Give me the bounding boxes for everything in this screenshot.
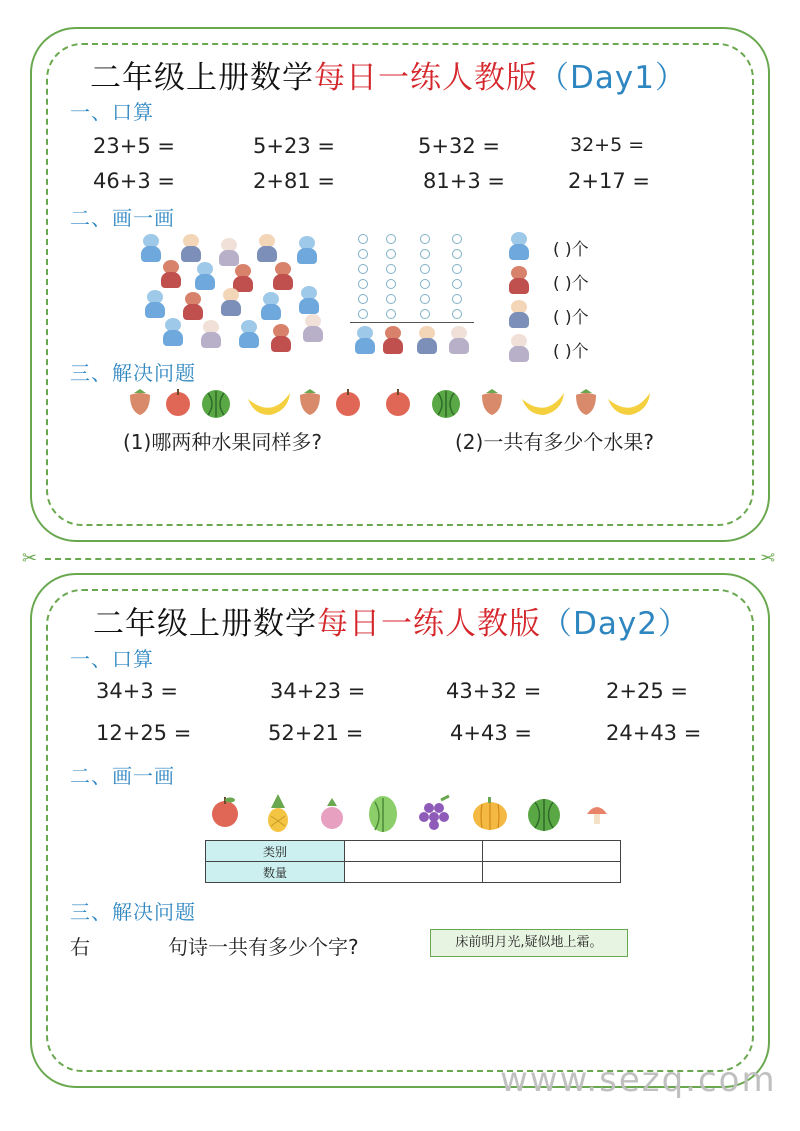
character-icon: [258, 292, 284, 322]
day2-title: [93, 598, 690, 643]
answer-blank[interactable]: ( )个: [553, 240, 589, 260]
day1-equation: 2+81 =: [253, 169, 335, 193]
day2-title-day: （Day2）: [541, 606, 690, 642]
character-icon: [192, 262, 218, 292]
watermelon-icon: [432, 390, 460, 418]
day2-question: 句诗一共有多少个字?: [168, 935, 359, 959]
day2-equation: 12+25 =: [96, 721, 192, 745]
pumpkin-icon: [473, 797, 507, 830]
radish-icon: [321, 798, 343, 829]
apple-icon: [336, 389, 360, 416]
day1-equation: 46+3 =: [93, 169, 175, 193]
answer-blank[interactable]: ( )个: [553, 308, 589, 328]
apple-icon: [166, 389, 190, 416]
day1-equation: 81+3 =: [423, 169, 505, 193]
day2-title-grade: 二年级上册数学: [93, 606, 317, 642]
character-icon: [506, 266, 532, 296]
character-icon: [446, 326, 472, 356]
count-circle: [420, 279, 430, 289]
count-circle: [386, 279, 396, 289]
count-circle: [386, 309, 396, 319]
answer-blank[interactable]: ( )个: [553, 274, 589, 294]
character-icon: [254, 234, 280, 264]
banana-icon: [522, 393, 564, 415]
strawberry-icon: [300, 389, 320, 415]
character-icon: [218, 288, 244, 318]
watermelon-icon: [528, 799, 560, 831]
counting-grid: [350, 232, 480, 352]
character-icon: [506, 300, 532, 330]
day2-question-prefix: 右: [70, 935, 90, 959]
table-row: [206, 841, 621, 862]
day2-equation: 43+32 =: [446, 679, 542, 703]
character-icon: [380, 326, 406, 356]
strawberry-icon: [576, 389, 596, 415]
character-icon: [294, 236, 320, 266]
day1-section-problem: 三、解决问题: [70, 361, 196, 385]
count-circle: [452, 294, 462, 304]
character-icon: [236, 320, 262, 350]
character-icon: [198, 320, 224, 350]
day2-section-mental-math: 一、口算: [70, 647, 154, 671]
count-circle: [452, 264, 462, 274]
cut-line: [45, 558, 755, 560]
count-circle: [452, 249, 462, 259]
character-icon: [270, 262, 296, 292]
day2-equation: 34+3 =: [96, 679, 178, 703]
character-icon: [268, 324, 294, 354]
day1-question-2: (2)一共有多少个水果?: [455, 430, 654, 454]
character-icon: [414, 326, 440, 356]
day2-equation: 24+43 =: [606, 721, 702, 745]
count-circle: [420, 234, 430, 244]
banana-icon: [248, 393, 290, 415]
count-circle: [386, 294, 396, 304]
day2-equation: 2+25 =: [606, 679, 688, 703]
fruit-row: [120, 385, 660, 421]
day1-title-grade: 二年级上册数学: [90, 60, 314, 96]
day2-section-draw: 二、画一画: [70, 764, 175, 788]
strawberry-icon: [130, 389, 150, 415]
table-header-count: 数量: [206, 862, 345, 883]
strawberry-icon: [482, 389, 502, 415]
day1-section-mental-math: 一、口算: [70, 100, 154, 124]
mushroom-icon: [587, 807, 607, 824]
table-row: [206, 862, 621, 883]
character-icon: [352, 326, 378, 356]
day1-title-edition: 每日一练人教版: [314, 60, 538, 96]
table-cell[interactable]: [483, 841, 621, 862]
day2-equation: 52+21 =: [268, 721, 364, 745]
character-icon: [296, 286, 322, 316]
baseline: [350, 322, 474, 323]
count-circle: [420, 249, 430, 259]
poem-box: 床前明月光,疑似地上霜。: [430, 929, 628, 957]
count-circle: [358, 309, 368, 319]
table-cell[interactable]: [345, 841, 483, 862]
character-icon: [142, 290, 168, 320]
day1-question-1: (1)哪两种水果同样多?: [123, 430, 322, 454]
character-icon: [506, 334, 532, 364]
count-circle: [358, 249, 368, 259]
count-circle: [452, 279, 462, 289]
apple-icon: [386, 389, 410, 416]
pineapple-icon: [268, 794, 288, 832]
day2-equation: 4+43 =: [450, 721, 532, 745]
count-circle: [386, 234, 396, 244]
day2-section-problem: 三、解决问题: [70, 900, 196, 924]
table-header-category: 类别: [206, 841, 345, 862]
day2-equation: 34+23 =: [270, 679, 366, 703]
count-circle: [386, 264, 396, 274]
produce-row: [205, 792, 625, 834]
day1-equation: 32+5 =: [570, 134, 645, 156]
watermelon-icon: [202, 390, 230, 418]
grapes-icon: [419, 796, 449, 830]
count-circle: [358, 264, 368, 274]
category-count-table: [205, 840, 621, 883]
day1-section-draw: 二、画一画: [70, 206, 175, 230]
day1-equation: 5+23 =: [253, 134, 335, 158]
day1-equation: 5+32 =: [418, 134, 500, 158]
count-circle: [358, 294, 368, 304]
day1-equation: 2+17 =: [568, 169, 650, 193]
day1-title-day: （Day1）: [538, 60, 687, 96]
character-icon: [160, 318, 186, 348]
table-cell[interactable]: [345, 862, 483, 883]
count-circle: [358, 234, 368, 244]
count-circle: [420, 309, 430, 319]
count-circle: [452, 309, 462, 319]
cabbage-icon: [369, 796, 397, 832]
day1-title: [90, 52, 687, 97]
answer-blank[interactable]: ( )个: [553, 342, 589, 362]
scissors-icon: ✂: [22, 548, 38, 569]
count-circle: [420, 264, 430, 274]
banana-icon: [608, 393, 650, 415]
day1-equation: 23+5 =: [93, 134, 175, 158]
count-circle: [386, 249, 396, 259]
table-cell[interactable]: [483, 862, 621, 883]
count-circle: [452, 234, 462, 244]
count-circle: [358, 279, 368, 289]
character-icon: [158, 260, 184, 290]
apple-icon: [212, 797, 238, 827]
count-circle: [420, 294, 430, 304]
watermark: www.sezq.com: [500, 1060, 777, 1100]
scissors-icon: ✂: [760, 548, 776, 569]
character-icon: [300, 314, 326, 344]
character-icon: [506, 232, 532, 262]
character-pictures: [130, 232, 330, 352]
day2-title-edition: 每日一练人教版: [317, 606, 541, 642]
